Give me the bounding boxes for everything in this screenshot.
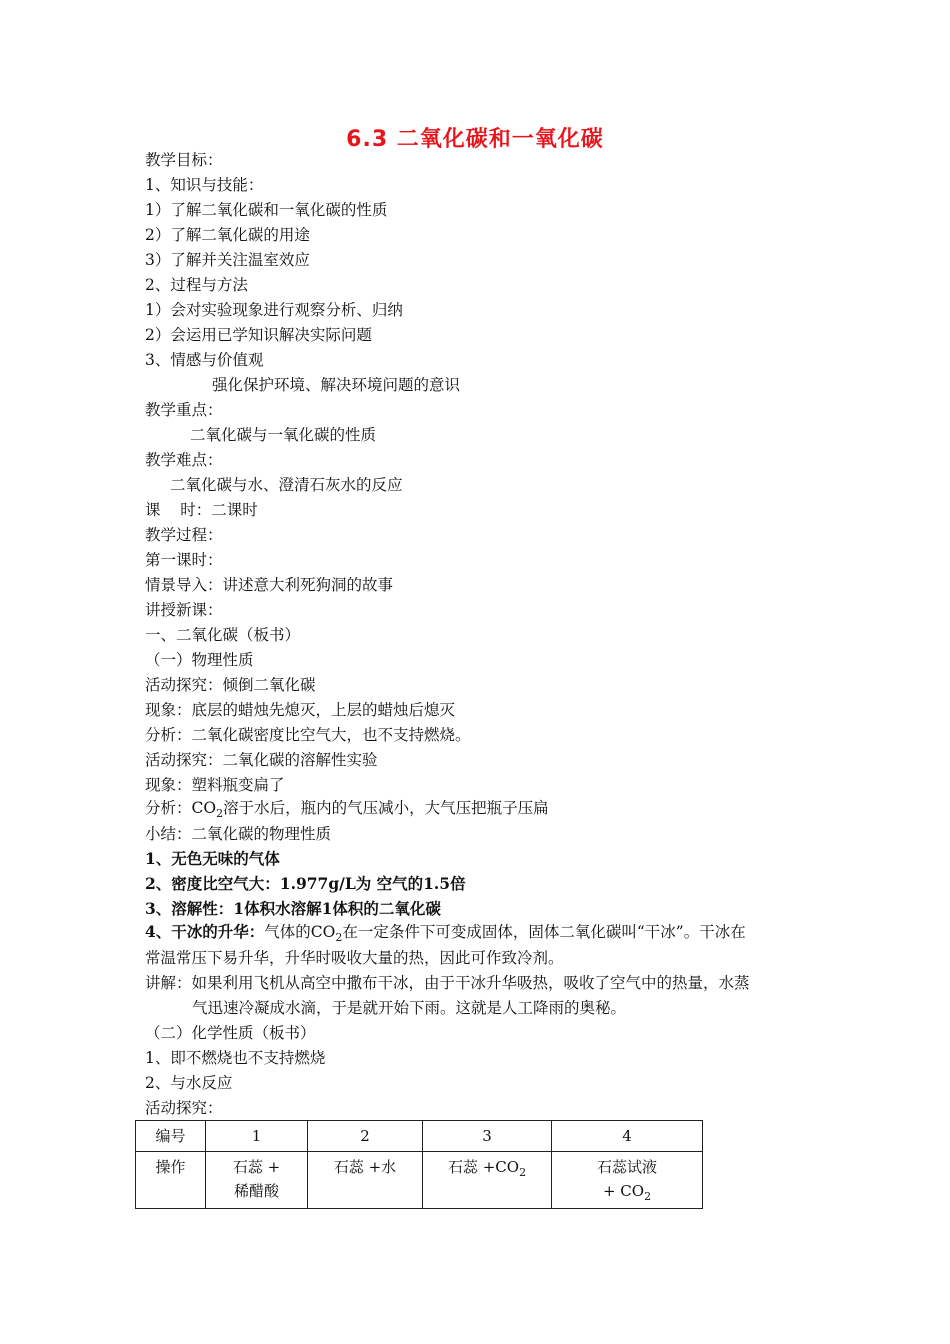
text-line: 1）会对实验现象进行观察分析、归纳 [145,301,403,319]
text-line: 2、与水反应 [145,1074,233,1092]
table-cell: 石蕊 +水 [308,1152,423,1209]
subscript: 2 [335,931,343,944]
text-line: 1、知识与技能： [145,176,264,194]
text-line: 教学难点： [145,451,223,469]
table-header-cell: 1 [206,1121,308,1152]
text-line: 1、无色无味的气体 [145,849,280,868]
table-row [136,1152,703,1209]
text-line: 分析：二氧化碳密度比空气大，也不支持燃烧。 [145,726,471,744]
text-line: 现象：塑料瓶变扁了 [145,776,285,794]
text-line: 气迅速冷凝成水滴，于是就开始下雨。这就是人工降雨的奥秘。 [192,999,627,1017]
table-header-cell: 3 [423,1121,552,1152]
text-span: 气体的CO [264,923,336,941]
experiment-table [135,1120,703,1209]
text-line: 强化保护环境、解决环境问题的意识 [212,376,461,394]
subscript: 2 [644,1190,652,1203]
text-line: 活动探究：倾倒二氧化碳 [145,676,316,694]
page-title: 6.3 二氧化碳和一氧化碳 [346,127,604,152]
text-line: 二氧化碳与一氧化碳的性质 [190,426,377,444]
text-line: 2、密度比空气大：1.977g/L为 空气的1.5倍 [145,874,466,893]
text-span: 溶于水后，瓶内的气压减小，大气压把瓶子压扁 [223,799,549,817]
text-line [145,798,549,820]
cell-text: + CO [602,1182,645,1200]
text-line: 情景导入：讲述意大利死狗洞的故事 [145,576,394,594]
text-line: 小结：二氧化碳的物理性质 [145,825,332,843]
table-cell [552,1152,703,1209]
cell-text: 石蕊 +CO [447,1158,520,1176]
text-line: 教学重点： [145,401,223,419]
text-line: 二氧化碳与水、澄清石灰水的反应 [170,476,403,494]
text-span: 分析：CO [145,799,217,817]
text-span: 在一定条件下可变成固体，固体二氧化碳叫“干冰”。干冰在 [342,923,746,941]
text-line [145,922,746,944]
text-line: 2、过程与方法 [145,276,248,294]
text-line: 1、即不燃烧也不支持燃烧 [145,1049,326,1067]
table-header-cell: 编号 [136,1121,206,1152]
text-line: （二）化学性质（板书） [145,1024,316,1042]
text-line: 讲解：如果利用飞机从高空中撒布干冰，由于干冰升华吸热，吸收了空气中的热量，水蒸 [145,974,750,992]
text-line: 1）了解二氧化碳和一氧化碳的性质 [145,201,388,219]
text-line: 现象：底层的蜡烛先熄灭，上层的蜡烛后熄灭 [145,701,456,719]
text-line: 活动探究：二氧化碳的溶解性实验 [145,751,378,769]
table-header-cell: 4 [552,1121,703,1152]
table-cell [206,1152,308,1209]
text-line: 3、情感与价值观 [145,351,264,369]
table-header-cell: 2 [308,1121,423,1152]
text-line: 3）了解并关注温室效应 [145,251,310,269]
cell-line: 石蕊试液 [596,1158,657,1176]
cell-line: 稀醋酸 [233,1182,279,1200]
text-line: 2）了解二氧化碳的用途 [145,226,310,244]
text-line: 课 时：二课时 [145,501,258,519]
table-row [136,1121,703,1152]
text-span: 4、干冰的升华： [145,922,265,941]
text-line: 讲授新课： [145,601,223,619]
cell-line [556,1179,698,1205]
subscript: 2 [216,807,224,820]
text-line: 第一课时： [145,551,223,569]
text-line: 教学目标： [145,151,223,169]
text-line: 教学过程： [145,526,223,544]
text-line: 2）会运用已学知识解决实际问题 [145,326,372,344]
text-line: 常温常压下易升华，升华时吸收大量的热，因此可作致冷剂。 [145,949,564,967]
table-cell [423,1152,552,1209]
subscript: 2 [519,1166,527,1179]
table-cell: 操作 [136,1152,206,1209]
cell-line: 石蕊 + [232,1158,281,1176]
text-line: 活动探究： [145,1099,223,1117]
text-line: 一、二氧化碳（板书） [145,626,301,644]
text-line: 3、溶解性：1体积水溶解1体积的二氧化碳 [145,899,441,918]
text-line: （一）物理性质 [145,651,254,669]
